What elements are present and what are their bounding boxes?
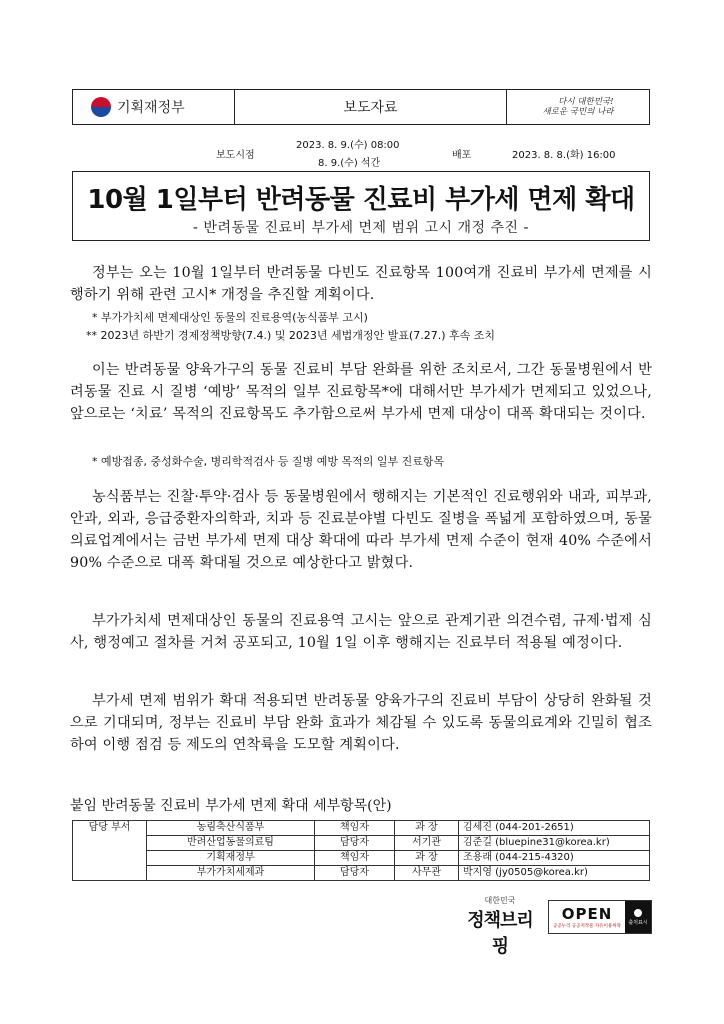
footnote-2: ** 2023년 하반기 경제정책방향(7.4.) 및 2023년 세법개정안 발표(7.27.) 후속 조치 <box>86 329 495 342</box>
contact-table <box>72 820 650 881</box>
contact-org: 농림축산식품부 <box>147 821 315 836</box>
contact-role: 책임자 <box>315 851 395 866</box>
attribution-badge <box>625 901 651 933</box>
contact-role: 담당자 <box>315 836 395 851</box>
table-row <box>73 851 650 866</box>
distribution-label: 배포 <box>452 150 472 161</box>
org-name: 기획재정부 <box>117 100 185 116</box>
briefing-big-text: 정책브리핑 <box>467 910 533 957</box>
release-time-1: 2023. 8. 9.(수) 08:00 <box>296 140 400 151</box>
paragraph-3: 농식품부는 진찰·투약·검사 등 동물병원에서 행해지는 기본적인 진료행위와 내과, 피부과, 안과, 외과, 응급중환자의학과, 치과 등 진료분야별 다빈도 질병을 폭넓게 포함하였으며, 동물의료업계에서는 금번 부가세 면제 대상 확대에 따라 부가세 면제 수준이 현재 40% 수준에서 90% 수준으로 대폭 확대될 것으로 예상한다고 밝혔다. <box>70 489 652 571</box>
table-row <box>73 836 650 851</box>
table-row <box>73 821 650 836</box>
doc-type: 보도자료 <box>235 90 507 124</box>
person-icon <box>634 909 642 917</box>
contact-role: 책임자 <box>315 821 395 836</box>
contact-role: 담당자 <box>315 866 395 881</box>
footnote-3: * 예방접종, 중성화수술, 병리학적검사 등 질병 예방 목적의 일부 진료항목 <box>92 455 445 468</box>
contact-org: 부가가치세제과 <box>147 866 315 881</box>
header-box <box>72 89 650 125</box>
dept-label: 담당 부서 <box>73 821 147 881</box>
headline: 10월 1일부터 반려동물 진료비 부가세 면제 확대 <box>87 185 635 215</box>
footnote-1: * 부가가치세 면제대상인 동물의 진료용역(농식품부 고시) <box>92 311 368 324</box>
briefing-small-text: 대한민국 <box>484 896 516 905</box>
contact-title: 사무관 <box>395 866 459 881</box>
paragraph-5: 부가세 면제 범위가 확대 적용되면 반려동물 양육가구의 진료비 부담이 상당히 완화될 것으로 기대되며, 정부는 진료비 부담 완화 효과가 체감될 수 있도록 동물의료계와 긴밀히 협조하여 이행 점검 등 제도의 연착륙을 도모할 계획이다. <box>70 693 652 753</box>
subheadline: - 반려동물 진료비 부가세 면제 범위 고시 개정 추진 - <box>192 220 530 236</box>
contact-title: 과 장 <box>395 821 459 836</box>
paragraph-2: 이는 반려동물 양육가구의 동물 진료비 부담 완화를 위한 조치로서, 그간 동물병원에서 반려동물 진료 시 질병 ‘예방’ 목적의 일부 진료항목*에 대해서만 부가세가 면제되고 있었으나, 앞으로는 ‘치료’ 목적의 진료항목도 추가함으로써 부가세 면제 대상이 대폭 확대되는 것이다. <box>70 362 652 422</box>
org-logo <box>73 90 235 124</box>
open-sub: 공공누리 공공저작물 자유이용허락 <box>552 924 622 929</box>
distribution-time: 2023. 8. 8.(화) 16:00 <box>512 150 616 161</box>
contact-name: 김세진 (044-201-2651) <box>459 821 650 836</box>
annex-title: 붙임 반려동물 진료비 부가세 면제 확대 세부항목(안) <box>70 798 392 814</box>
release-time-2: 8. 9.(수) 석간 <box>318 158 381 169</box>
title-box <box>72 171 650 241</box>
contact-name: 박지영 (jy0505@korea.kr) <box>459 866 650 881</box>
taegeuk-icon <box>91 97 111 117</box>
badge-text: 출처표시 <box>628 919 648 926</box>
slogan-line2: 새로운 국민의 나라 <box>542 107 614 117</box>
table-row <box>73 866 650 881</box>
slogan-line1: 다시 대한민국! <box>558 97 614 107</box>
policy-briefing-logo <box>462 895 538 957</box>
contact-title: 과 장 <box>395 851 459 866</box>
contact-org: 반려산업동물의료팀 <box>147 836 315 851</box>
paragraph-4: 부가가치세 면제대상인 동물의 진료용역 고시는 앞으로 관계기관 의견수렴, 규제·법제 심사, 행정예고 절차를 거쳐 공포되고, 10월 1일 이후 행해지는 진료부터 적용될 예정이다. <box>70 613 652 651</box>
release-label: 보도시점 <box>216 150 255 161</box>
contact-name: 김준길 (bluepine31@korea.kr) <box>459 836 650 851</box>
contact-org: 기획재정부 <box>147 851 315 866</box>
paragraph-1: 정부는 오는 10월 1일부터 반려동물 다빈도 진료항목 100여개 진료비 부가세 면제를 시행하기 위해 관련 고시* 개정을 추진할 계획이다. <box>70 265 652 303</box>
open-label: OPEN <box>561 905 613 923</box>
slogan <box>507 90 649 124</box>
kogl-open-logo <box>548 900 652 934</box>
contact-name: 조용래 (044-215-4320) <box>459 851 650 866</box>
contact-title: 서기관 <box>395 836 459 851</box>
